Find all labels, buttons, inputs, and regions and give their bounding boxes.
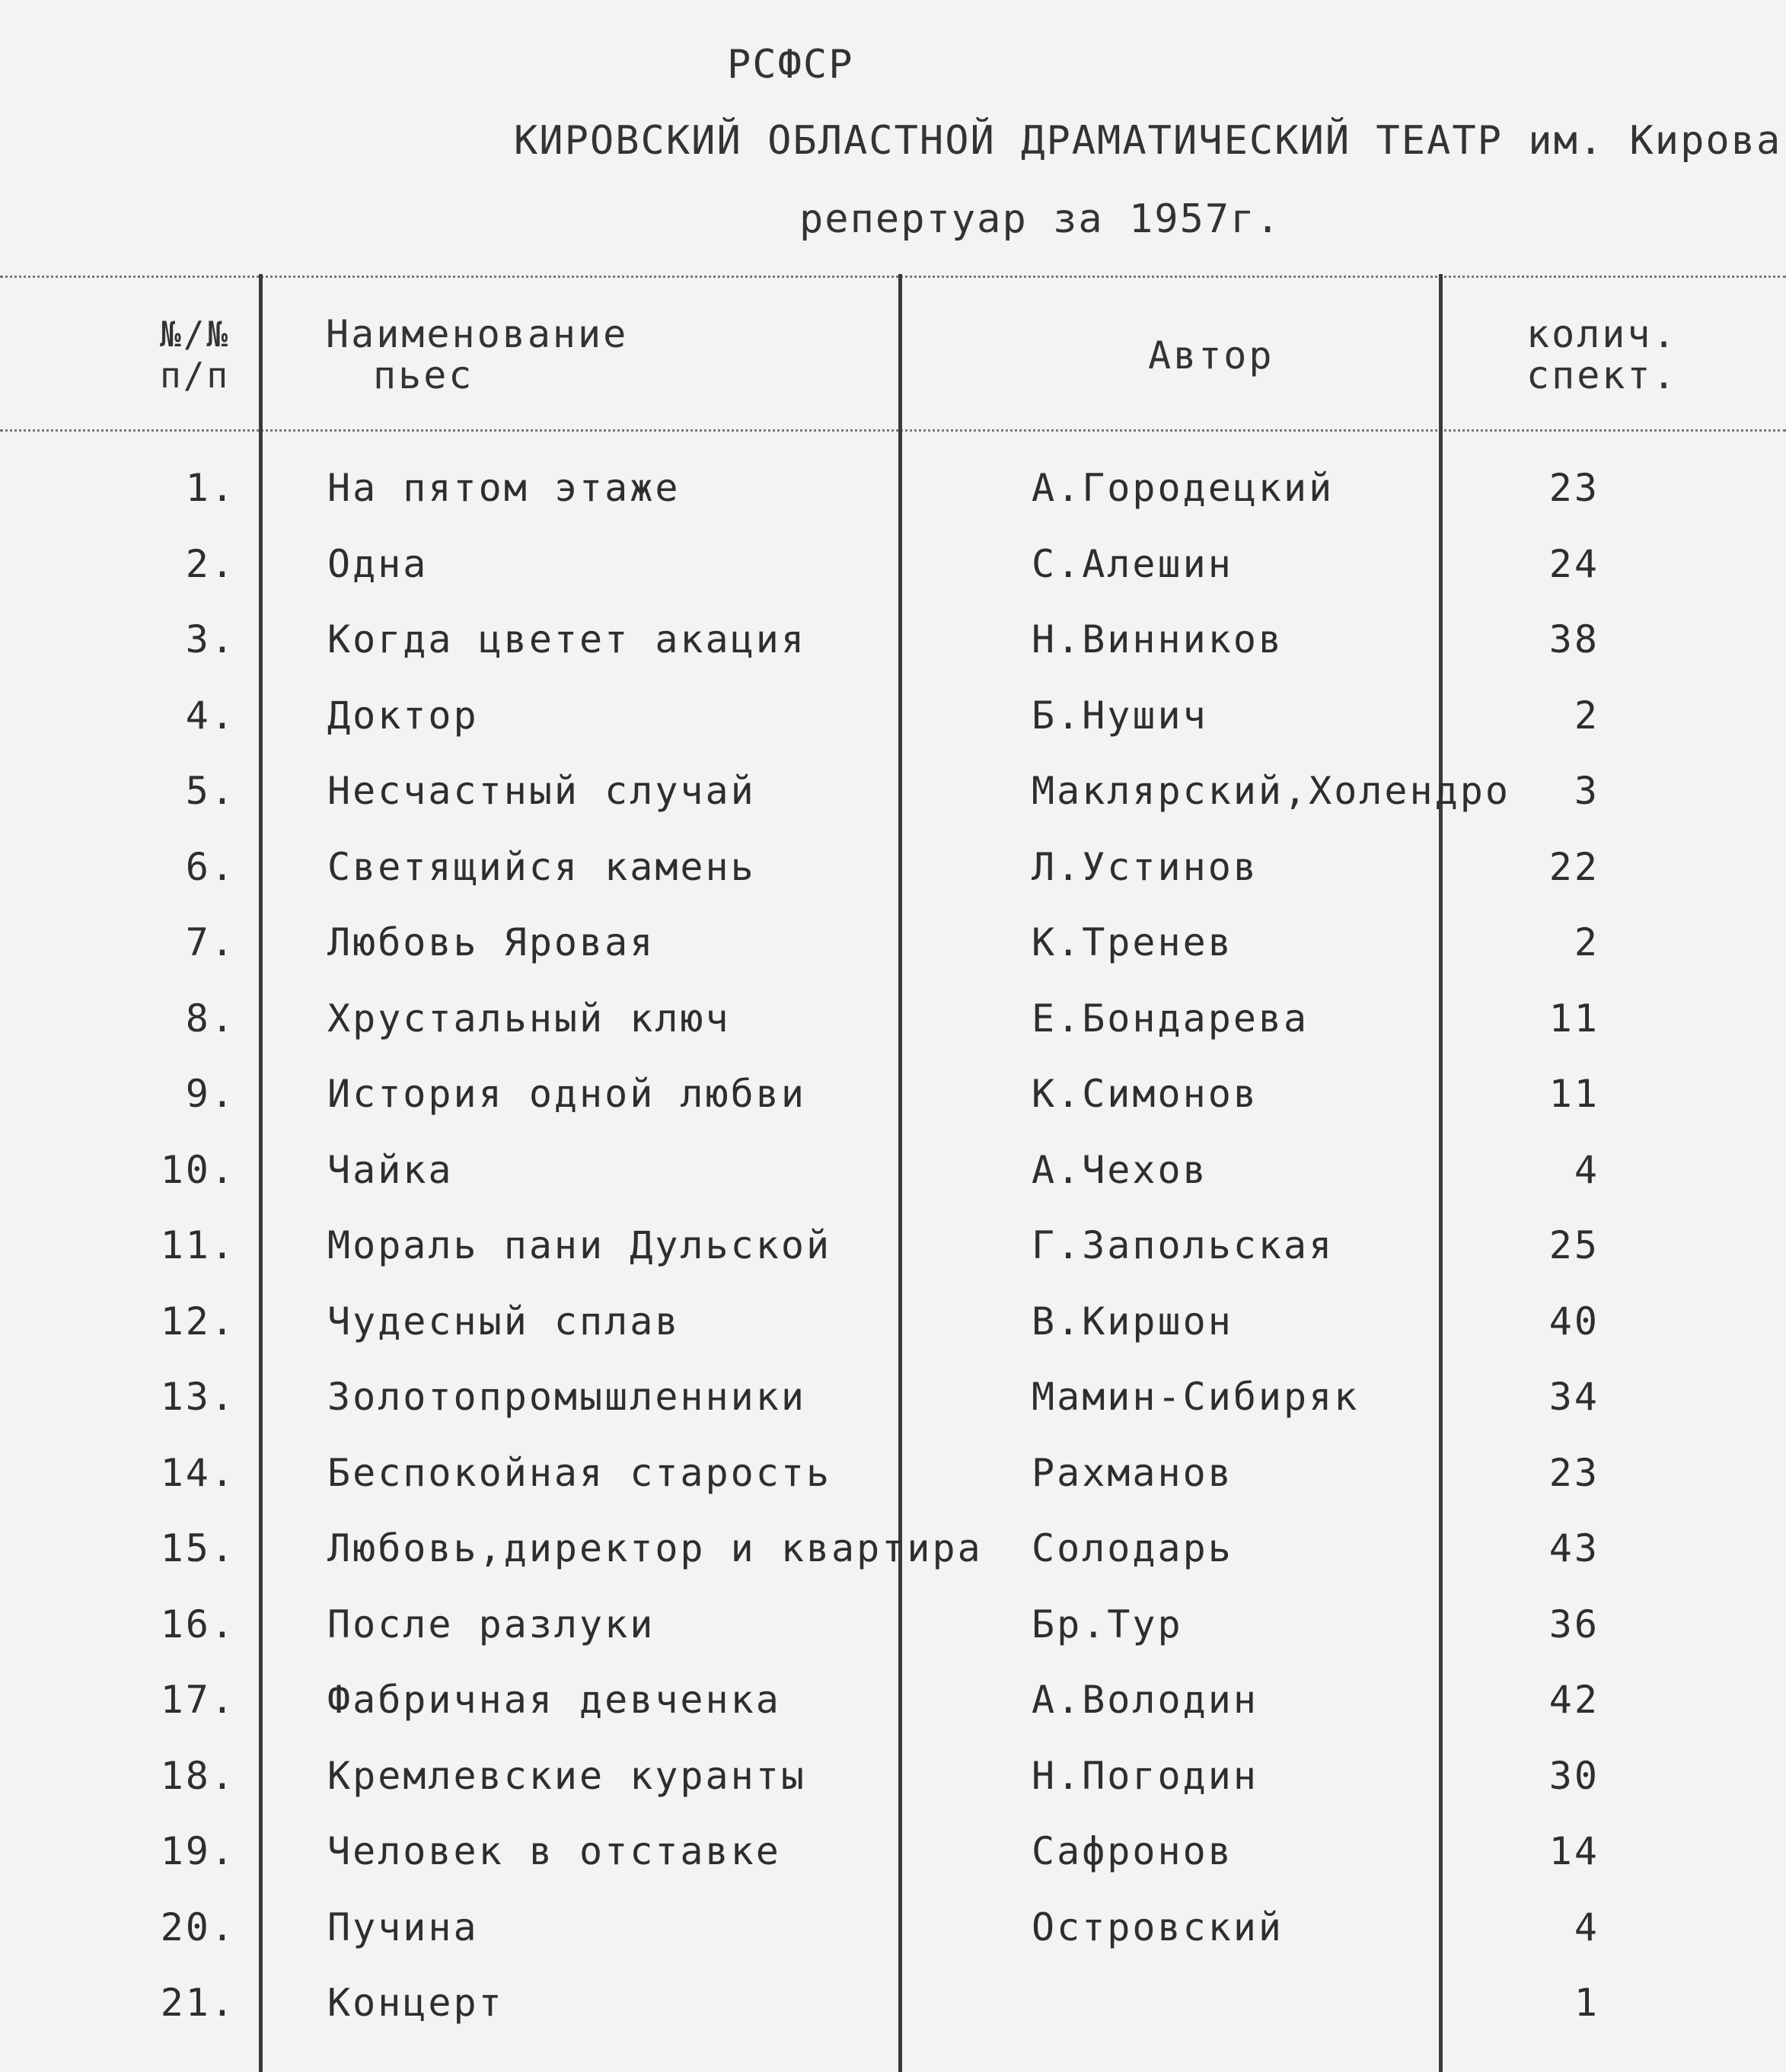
play-title: Беспокойная старость [327,1450,832,1495]
play-title: Чудесный сплав [327,1299,681,1344]
performance-count: 2 [1574,693,1599,738]
row-number: 11. [160,1223,236,1267]
performance-count: 34 [1548,1375,1599,1419]
table-row [0,1139,1786,1215]
play-author: Л.Устинов [1032,844,1258,889]
row-number: 20. [160,1905,236,1949]
column-header-title-line2: пьес [373,353,474,397]
column-header-number [160,314,230,396]
column-header-number-line2: п/п [160,355,231,396]
performance-count: 4 [1574,1905,1599,1949]
column-header-count-line2: спект. [1526,353,1678,397]
column-header-number-line1: №/№ [160,314,231,355]
column-header-title [326,314,628,396]
play-author: В.Киршон [1032,1299,1233,1344]
table-row [0,1745,1786,1821]
play-author: Маклярский,Холендро [1032,769,1510,813]
column-header-title-line1: Наименование [326,312,629,356]
play-author: Островский [1032,1905,1284,1949]
play-author: Н.Погодин [1032,1753,1258,1798]
column-header-author: Автор [1148,333,1274,378]
play-author: Б.Нушич [1032,693,1208,738]
row-number: 18. [160,1753,236,1798]
row-number: 8. [185,996,236,1041]
row-number: 21. [160,1981,236,2025]
performance-count: 3 [1574,769,1599,813]
performance-count: 1 [1574,1981,1599,2025]
play-title: Мораль пани Дульской [327,1223,832,1267]
row-number: 5. [185,769,236,813]
play-author: К.Симонов [1032,1072,1258,1116]
column-header-count-line1: колич. [1526,312,1678,356]
play-author: Рахманов [1032,1450,1233,1495]
performance-count: 42 [1548,1678,1599,1722]
play-title: Пучина [327,1905,479,1949]
table-row [0,1972,1786,2048]
performance-count: 25 [1548,1223,1599,1267]
play-title: Одна [327,541,429,586]
play-author: Е.Бондарева [1032,996,1309,1041]
performance-count: 22 [1548,844,1599,889]
play-title: Кремлевские куранты [327,1753,806,1798]
performance-count: 23 [1548,1450,1599,1495]
play-author: А.Городецкий [1032,466,1335,510]
performance-count: 24 [1548,541,1599,586]
table-row [0,1063,1786,1139]
row-number: 3. [185,617,236,661]
play-title: Светящийся камень [327,844,756,889]
performance-count: 36 [1548,1602,1599,1646]
table-row [0,911,1786,987]
table-row [0,836,1786,912]
play-title: Человек в отставке [327,1829,781,1873]
play-title: Несчастный случай [327,769,756,813]
table-row [0,684,1786,760]
table-row [0,533,1786,609]
table-row [0,1896,1786,1972]
table-row [0,987,1786,1063]
performance-count: 40 [1548,1299,1599,1344]
play-author: А.Володин [1032,1678,1258,1722]
play-title: После разлуки [327,1602,655,1646]
play-author: Бр.Тур [1032,1602,1183,1646]
performance-count: 11 [1548,1072,1599,1116]
play-title: История одной любви [327,1072,806,1116]
performance-count: 23 [1548,466,1599,510]
play-author: С.Алешин [1032,541,1233,586]
row-number: 10. [160,1147,236,1192]
play-title: Фабричная девченка [327,1678,781,1722]
repertoire-table-body [0,457,1786,2048]
performance-count: 2 [1574,920,1599,964]
table-row [0,1290,1786,1366]
row-number: 13. [160,1375,236,1419]
performance-count: 4 [1574,1147,1599,1192]
table-row [0,1820,1786,1896]
performance-count: 11 [1548,996,1599,1041]
performance-count: 43 [1548,1526,1599,1570]
play-title: Когда цветет акация [327,617,806,661]
row-number: 7. [185,920,236,964]
table-row [0,1593,1786,1669]
table-header-rule [0,429,1786,432]
row-number: 2. [185,541,236,586]
play-title: Доктор [327,693,479,738]
row-number: 1. [185,466,236,510]
play-title: Любовь,директор и квартира [327,1526,983,1570]
play-author: К.Тренев [1032,920,1233,964]
table-row [0,1442,1786,1518]
table-row [0,608,1786,684]
performance-count: 14 [1548,1829,1599,1873]
column-header-count [1526,314,1678,396]
table-row [0,1669,1786,1745]
play-title: Хрустальный ключ [327,996,731,1041]
table-top-rule [0,276,1786,278]
table-row [0,760,1786,836]
play-author: Солодарь [1032,1526,1233,1570]
row-number: 16. [160,1602,236,1646]
play-title: На пятом этаже [327,466,681,510]
table-row [0,1366,1786,1442]
play-title: Чайка [327,1147,454,1192]
table-row [0,1214,1786,1290]
theatre-heading: КИРОВСКИЙ ОБЛАСТНОЙ ДРАМАТИЧЕСКИЙ ТЕАТР им. Кирова [514,118,1782,164]
play-author: А.Чехов [1032,1147,1208,1192]
row-number: 12. [160,1299,236,1344]
row-number: 17. [160,1678,236,1722]
repertoire-subtitle: репертуар за 1957г. [799,196,1281,242]
play-title: Любовь Яровая [327,920,655,964]
country-heading: РСФСР [727,42,854,88]
row-number: 15. [160,1526,236,1570]
play-author: Мамин-Сибиряк [1032,1375,1360,1419]
row-number: 9. [185,1072,236,1116]
row-number: 14. [160,1450,236,1495]
row-number: 19. [160,1829,236,1873]
play-title: Золотопромышленники [327,1375,806,1419]
performance-count: 30 [1548,1753,1599,1798]
play-author: Г.Запольская [1032,1223,1335,1267]
table-row [0,457,1786,533]
row-number: 4. [185,693,236,738]
performance-count: 38 [1548,617,1599,661]
play-author: Н.Винников [1032,617,1284,661]
play-author: Сафронов [1032,1829,1233,1873]
play-title: Концерт [327,1981,504,2025]
row-number: 6. [185,844,236,889]
table-row [0,1517,1786,1593]
